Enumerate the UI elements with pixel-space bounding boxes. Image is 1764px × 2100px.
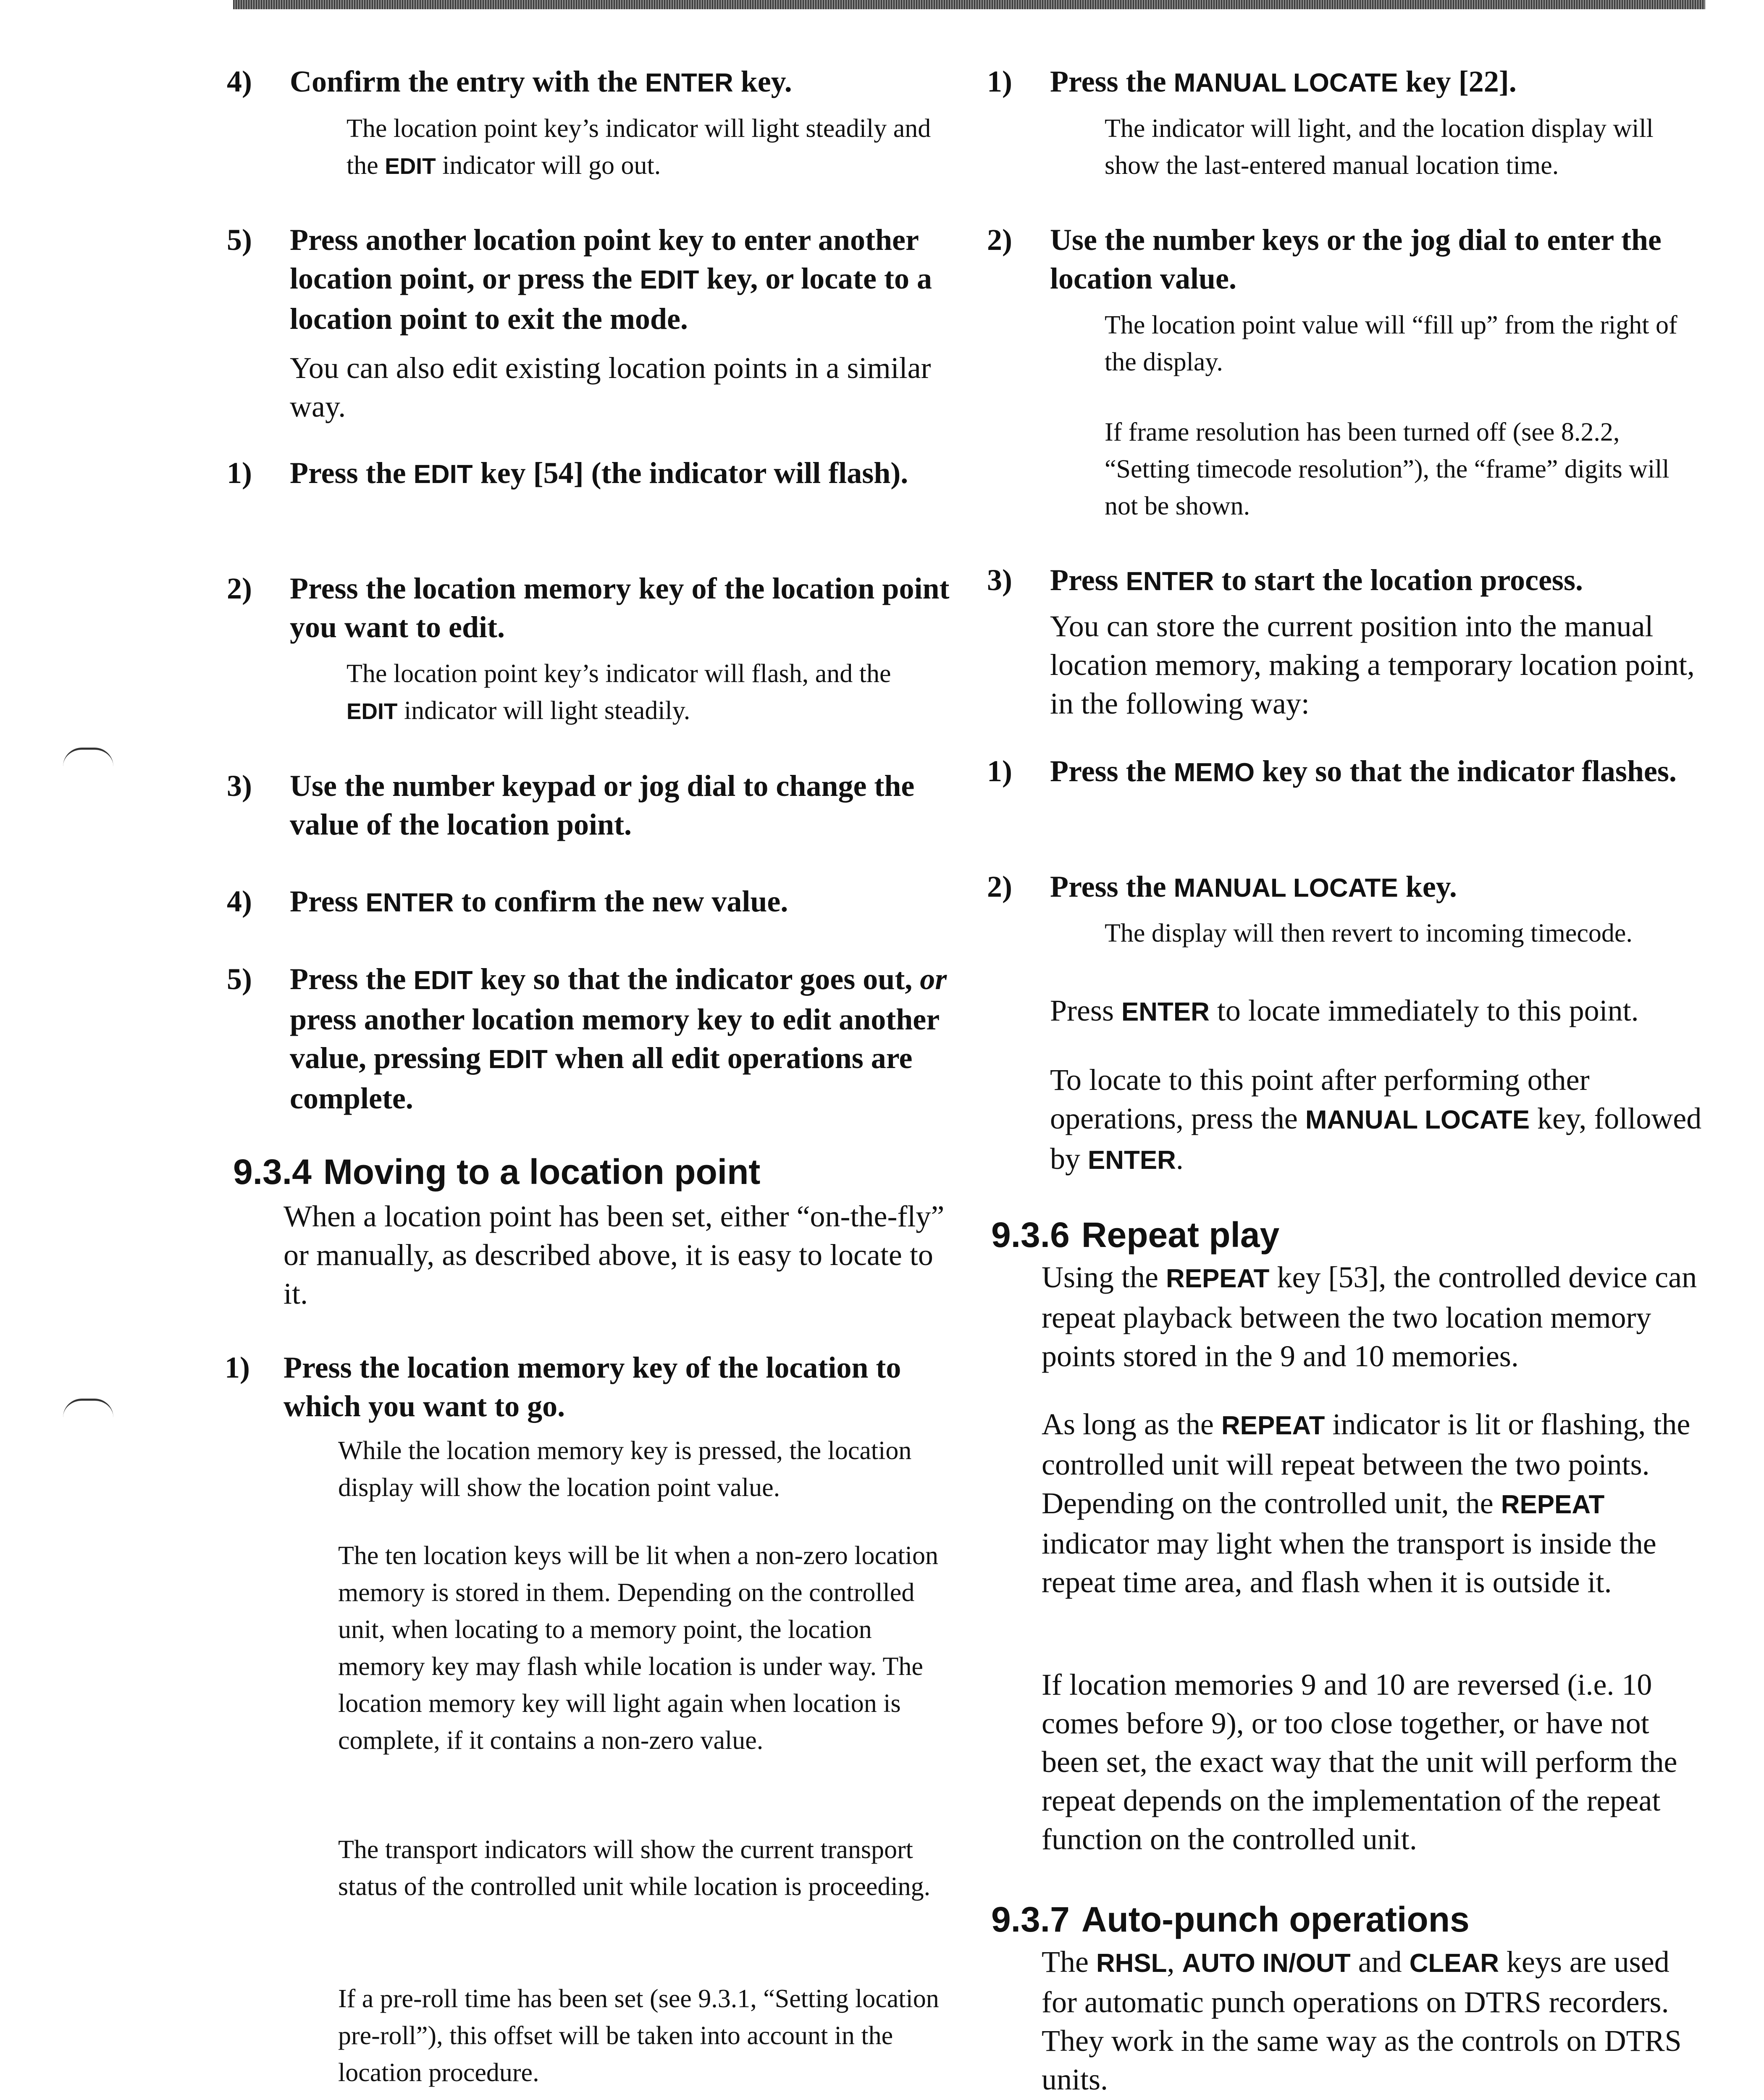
key-label: MANUAL LOCATE: [1173, 68, 1398, 97]
para-edit-existing: You can also edit existing location points in a similar way.: [290, 351, 931, 423]
step-text: Use the number keypad or jog dial to change the value of the location point.: [290, 769, 915, 841]
step-enter-start: [987, 561, 1714, 601]
step-text: Press ENTER to confirm the new value.: [290, 885, 788, 918]
step-number: 3): [227, 769, 252, 803]
para-press-enter: Press ENTER to locate immediately to this point.: [1050, 994, 1639, 1027]
para-repeat-indicator: As long as the REPEAT indicator is lit or flashing, the controlled unit will repeat between the two points. Depending on the controlled unit, the REPEAT indicator may light when the transport is inside the repeat time area, and flash when it is outside it.: [1042, 1407, 1690, 1599]
step-number: 1): [225, 1351, 250, 1384]
note-confirm-entry: The location point key’s indicator will light steadily and the EDIT indicator will go out.: [346, 114, 931, 180]
key-label: EDIT: [640, 265, 699, 294]
note-moving-preroll: If a pre-roll time has been set (see 9.3.1, “Setting location pre-roll”), this offset will be taken into account in the location procedure.: [338, 1984, 939, 2087]
step-number: 2): [227, 572, 252, 605]
step-manual-locate-key-2: [987, 867, 1714, 908]
key-label: REPEAT: [1221, 1411, 1325, 1440]
step-number-keypad: [227, 766, 966, 844]
note-manual-locate: The indicator will light, and the location display will show the last-entered manual location time.: [1105, 114, 1654, 180]
step-memo-key: [987, 752, 1714, 792]
step-edit-goes-out: [227, 960, 966, 1118]
key-label: EDIT: [346, 699, 398, 724]
step-number: 1): [987, 754, 1012, 788]
step-text: Press the EDIT key [54] (the indicator will flash).: [290, 456, 908, 490]
scan-edge-mark: [63, 1399, 113, 1418]
step-number: 1): [987, 65, 1012, 98]
note-frame-resolution: If frame resolution has been turned off (see 8.2.2, “Setting timecode resolution”), the “frame” digits will not be shown.: [1105, 418, 1670, 520]
step-number: 1): [227, 456, 252, 490]
step-moving-memory-key: [225, 1348, 964, 1425]
section-heading-auto-punch: 9.3.7 Auto-punch operations: [991, 1900, 1470, 1939]
key-label: EDIT: [413, 460, 473, 489]
para-repeat-key: Using the REPEAT key [53], the controlled device can repeat playback between the two location memory points stored in the 9 and 10 memories.: [1042, 1260, 1697, 1373]
key-label: REPEAT: [1501, 1490, 1605, 1519]
step-location-memory-key: [227, 569, 966, 646]
note-location-memory: The location point key’s indicator will flash, and the EDIT indicator will light steadily.: [346, 659, 891, 725]
step-number: 5): [227, 223, 252, 257]
step-text: Press the EDIT key so that the indicator goes out, or press another location memory key to edit another value, pressing EDIT when all edit operations are complete.: [290, 962, 947, 1115]
note-revert: The display will then revert to incoming timecode.: [1105, 919, 1633, 948]
para-repeat-reversed: If location memories 9 and 10 are reversed (i.e. 10 comes before 9), or too close together, or have not been set, the exact way that the unit will perform the repeat depends on the implementation of the repeat function on the controlled unit.: [1042, 1668, 1677, 1856]
step-text: Press the location memory key of the location point you want to edit.: [290, 572, 950, 644]
step-text: Press the MANUAL LOCATE key.: [1050, 870, 1457, 903]
step-text: Press the MANUAL LOCATE key [22].: [1050, 65, 1517, 98]
key-label: ENTER: [645, 68, 733, 97]
key-label: ENTER: [1121, 998, 1210, 1026]
scan-top-bar: [233, 0, 1705, 9]
step-text: Use the number keys or the jog dial to enter the location value.: [1050, 223, 1662, 295]
step-text: Press the MEMO key so that the indicator flashes.: [1050, 754, 1677, 788]
key-label: ENTER: [1126, 567, 1214, 596]
section-heading-repeat-play: 9.3.6 Repeat play: [991, 1215, 1280, 1255]
section-heading-moving: 9.3.4 Moving to a location point: [233, 1152, 761, 1192]
key-label: MANUAL LOCATE: [1173, 874, 1398, 903]
key-label: AUTO IN/OUT: [1182, 1949, 1351, 1978]
scan-edge-mark: [63, 748, 113, 766]
key-label: MEMO: [1173, 758, 1255, 787]
step-number: 2): [987, 223, 1012, 257]
step-another-location-point: [227, 220, 966, 338]
para-to-locate: To locate to this point after performing other operations, press the MANUAL LOCATE key, followed by ENTER.: [1050, 1063, 1702, 1176]
step-confirm-entry: [227, 62, 966, 102]
note-moving-ten-keys: The ten location keys will be lit when a non-zero location memory is stored in them. Depending on the controlled unit, when locating to a memory point, the location memory key may flash while location is under way. The location memory key will light again when location is complete, if it contains a non-zero value.: [338, 1541, 938, 1755]
key-label: RHSL: [1096, 1949, 1167, 1978]
step-number: 2): [987, 870, 1012, 903]
note-moving-display: While the location memory key is pressed, the location display will show the location point value.: [338, 1436, 912, 1502]
key-label: ENTER: [365, 888, 454, 917]
note-fill-up: The location point value will “fill up” from the right of the display.: [1105, 311, 1677, 376]
para-moving: When a location point has been set, either “on-the-fly” or manually, as described above, it is easy to locate to it.: [284, 1200, 945, 1310]
step-manual-locate-key: [987, 62, 1714, 102]
step-number-keys-jog: [987, 220, 1714, 298]
step-number: 4): [227, 885, 252, 918]
key-label: EDIT: [488, 1045, 548, 1074]
step-number: 4): [227, 65, 252, 98]
key-label: MANUAL LOCATE: [1305, 1105, 1530, 1134]
note-moving-transport: The transport indicators will show the current transport status of the controlled unit while location is proceeding.: [338, 1835, 931, 1901]
key-label: REPEAT: [1166, 1264, 1270, 1293]
para-auto-punch-keys: The RHSL, AUTO IN/OUT and CLEAR keys are used for automatic punch operations on DTRS recorders. They work in the same way as the controls on DTRS units.: [1042, 1945, 1682, 2096]
step-number: 3): [987, 563, 1012, 597]
step-text: Press ENTER to start the location process.: [1050, 563, 1583, 597]
key-label: EDIT: [385, 154, 436, 179]
step-text: Press the location memory key of the location to which you want to go.: [284, 1351, 901, 1423]
key-label: CLEAR: [1409, 1949, 1499, 1978]
step-text: Press another location point key to enter another location point, or press the EDIT key, or locate to a location point to exit the mode.: [290, 223, 932, 336]
key-label: ENTER: [1088, 1146, 1176, 1175]
step-text: Confirm the entry with the ENTER key.: [290, 65, 792, 98]
para-store-position: You can store the current position into the manual location memory, making a temporary location point, in the following way:: [1050, 609, 1695, 720]
step-number: 5): [227, 962, 252, 996]
step-press-edit-key: [227, 454, 966, 494]
step-enter-confirm: [227, 882, 966, 922]
key-label: EDIT: [413, 966, 473, 995]
